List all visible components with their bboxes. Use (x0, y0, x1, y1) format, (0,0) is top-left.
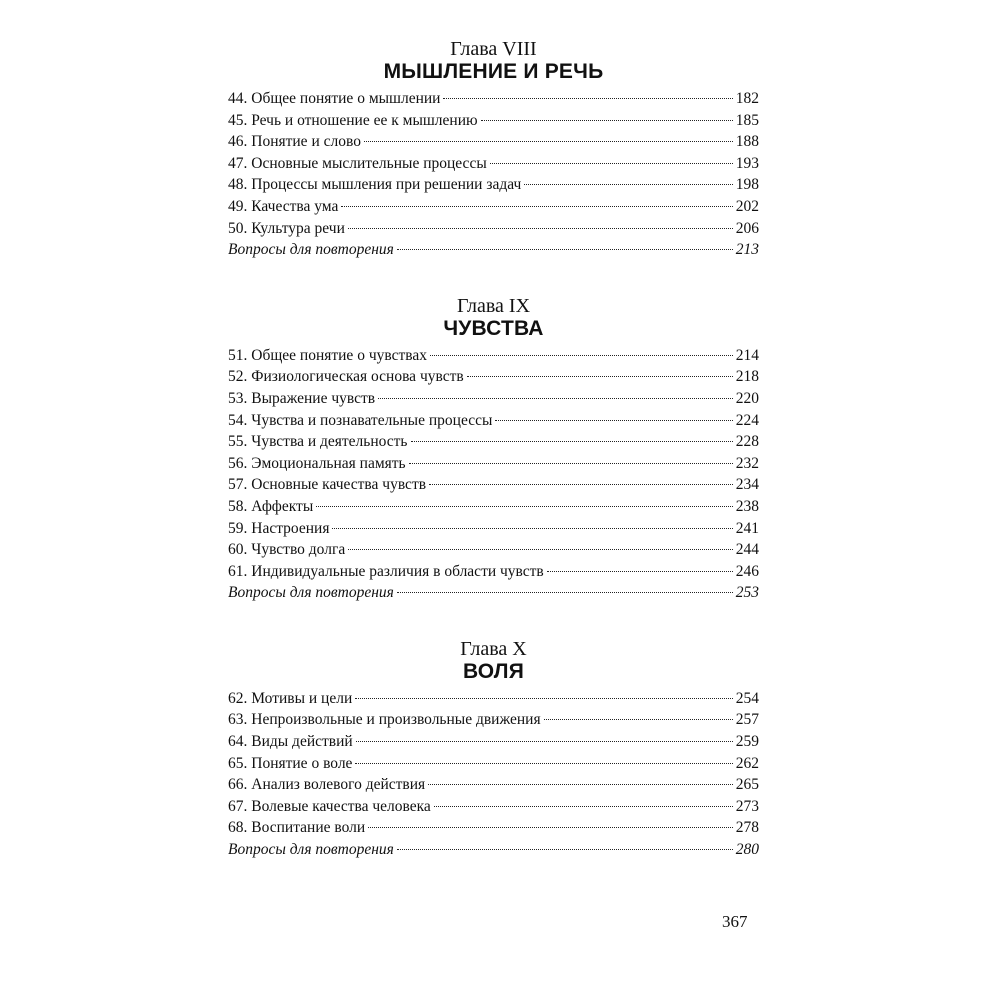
toc-entry (228, 218, 759, 240)
entry-page-number: 273 (735, 797, 759, 815)
dot-leader (411, 441, 733, 442)
toc-entry (228, 496, 759, 518)
dot-leader (547, 571, 733, 572)
entry-title: 63. Непроизвольные и произвольные движения (228, 711, 541, 729)
entry-page-number: 198 (735, 176, 759, 194)
dot-leader (430, 355, 733, 356)
toc-entry (228, 796, 759, 818)
entry-page-number: 259 (735, 733, 759, 751)
dot-leader (495, 420, 732, 421)
entry-title: 61. Индивидуальные различия в области чувств (228, 562, 544, 580)
entry-page-number: 213 (735, 241, 759, 259)
dot-leader (397, 592, 733, 593)
toc-entry (228, 431, 759, 453)
entry-title: 60. Чувство долга (228, 541, 346, 559)
entry-title: 57. Основные качества чувств (228, 476, 427, 494)
toc-entry (228, 453, 759, 475)
toc-entry (228, 518, 759, 540)
toc-entry (228, 474, 759, 496)
entry-title: 67. Волевые качества человека (228, 797, 431, 815)
entry-title: 59. Настроения (228, 519, 330, 537)
chapter-title: МЫШЛЕНИЕ И РЕЧЬ (383, 60, 604, 83)
entry-title: 45. Речь и отношение ее к мышлению (228, 111, 478, 129)
entry-page-number: 214 (735, 346, 759, 364)
entry-title: 58. Аффекты (228, 497, 314, 515)
toc-entry (228, 388, 759, 410)
entry-page-number: 220 (735, 389, 759, 407)
entry-page-number: 280 (735, 841, 759, 859)
toc-entry (228, 688, 759, 710)
dot-leader (397, 849, 733, 850)
toc-entry (228, 110, 759, 132)
dot-leader (368, 827, 733, 828)
entry-page-number: 228 (735, 433, 759, 451)
chapter-section (228, 638, 759, 861)
entry-page-number: 182 (735, 90, 759, 107)
entry-page-number: 254 (735, 689, 759, 707)
toc-entry (228, 731, 759, 753)
chapter-title: ЧУВСТВА (443, 316, 544, 340)
entry-page-number: 265 (735, 776, 759, 794)
toc-entry (228, 366, 759, 388)
entry-title: 55. Чувства и деятельность (228, 433, 408, 451)
entry-page-number: 218 (735, 368, 759, 386)
entry-page-number: 241 (735, 519, 759, 537)
entry-title: 53. Выражение чувств (228, 389, 376, 407)
entry-title: Вопросы для повторения (228, 241, 394, 259)
entry-page-number: 193 (735, 154, 759, 172)
entry-page-number: 244 (735, 541, 759, 559)
toc-entry (228, 753, 759, 775)
toc-entry (228, 88, 759, 110)
toc-entry (228, 153, 759, 175)
dot-leader (429, 484, 733, 485)
entry-page-number: 206 (735, 219, 759, 237)
dot-leader (332, 528, 732, 529)
entry-title: 49. Качества ума (228, 197, 339, 215)
entry-title: 56. Эмоциональная память (228, 454, 406, 472)
dot-leader (356, 741, 733, 742)
dot-leader (490, 163, 733, 164)
entry-title: 51. Общее понятие о чувствах (228, 346, 427, 364)
entry-title: 54. Чувства и познавательные процессы (228, 411, 493, 429)
toc-entry (228, 410, 759, 432)
entry-page-number: 278 (735, 819, 759, 837)
review-questions-entry (228, 582, 759, 604)
dot-leader (443, 98, 732, 99)
entry-title: 47. Основные мыслительные процессы (228, 154, 487, 172)
review-questions-entry (228, 239, 759, 261)
dot-leader (409, 463, 733, 464)
page-number: 367 (722, 912, 748, 931)
entry-page-number: 188 (735, 133, 759, 151)
dot-leader (397, 249, 733, 250)
toc-entry (228, 817, 759, 839)
chapter-title: ВОЛЯ (462, 659, 525, 683)
entry-title: Вопросы для повторения (228, 841, 394, 859)
dot-leader (481, 120, 733, 121)
entry-page-number: 224 (735, 411, 759, 429)
dot-leader (355, 763, 732, 764)
chapter-number: Глава X (460, 637, 527, 660)
dot-leader (348, 228, 733, 229)
entry-page-number: 232 (735, 454, 759, 472)
dot-leader (544, 719, 733, 720)
entry-page-number: 238 (735, 497, 759, 515)
dot-leader (348, 549, 733, 550)
chapter-section (228, 38, 759, 261)
dot-leader (378, 398, 733, 399)
chapter-number: Глава IX (456, 294, 531, 317)
toc-entry (228, 561, 759, 583)
dot-leader (341, 206, 732, 207)
entry-page-number: 257 (735, 711, 759, 729)
entry-title: 50. Культура речи (228, 219, 345, 237)
entry-title: 68. Воспитание воли (228, 819, 366, 837)
toc-entry (228, 131, 759, 153)
entry-title: 66. Анализ волевого действия (228, 776, 426, 794)
entry-title: 48. Процессы мышления при решении задач (228, 176, 522, 194)
entry-page-number: 262 (735, 754, 759, 772)
chapter-number: Глава VIII (450, 38, 537, 60)
toc-entry (228, 774, 759, 796)
dot-leader (434, 806, 733, 807)
entry-page-number: 246 (735, 562, 759, 580)
dot-leader (364, 141, 733, 142)
entry-title: 64. Виды действий (228, 733, 353, 751)
entry-title: 44. Общее понятие о мышлении (228, 90, 441, 107)
chapter-section (228, 295, 759, 604)
entry-title: 46. Понятие и слово (228, 133, 361, 151)
dot-leader (428, 784, 733, 785)
table-of-contents (228, 38, 759, 895)
dot-leader (316, 506, 733, 507)
entry-title: 65. Понятие о воле (228, 754, 353, 772)
dot-leader (355, 698, 733, 699)
review-questions-entry (228, 839, 759, 861)
entry-title: 52. Физиологическая основа чувств (228, 368, 464, 386)
toc-entry (228, 539, 759, 561)
entry-page-number: 185 (735, 111, 759, 129)
toc-entry (228, 196, 759, 218)
toc-entry (228, 345, 759, 367)
toc-entry (228, 174, 759, 196)
dot-leader (467, 376, 733, 377)
entry-page-number: 202 (735, 197, 759, 215)
entry-page-number: 253 (735, 584, 759, 602)
dot-leader (524, 184, 732, 185)
entry-page-number: 234 (735, 476, 759, 494)
toc-entry (228, 709, 759, 731)
entry-title: Вопросы для повторения (228, 584, 394, 602)
entry-title: 62. Мотивы и цели (228, 689, 353, 707)
